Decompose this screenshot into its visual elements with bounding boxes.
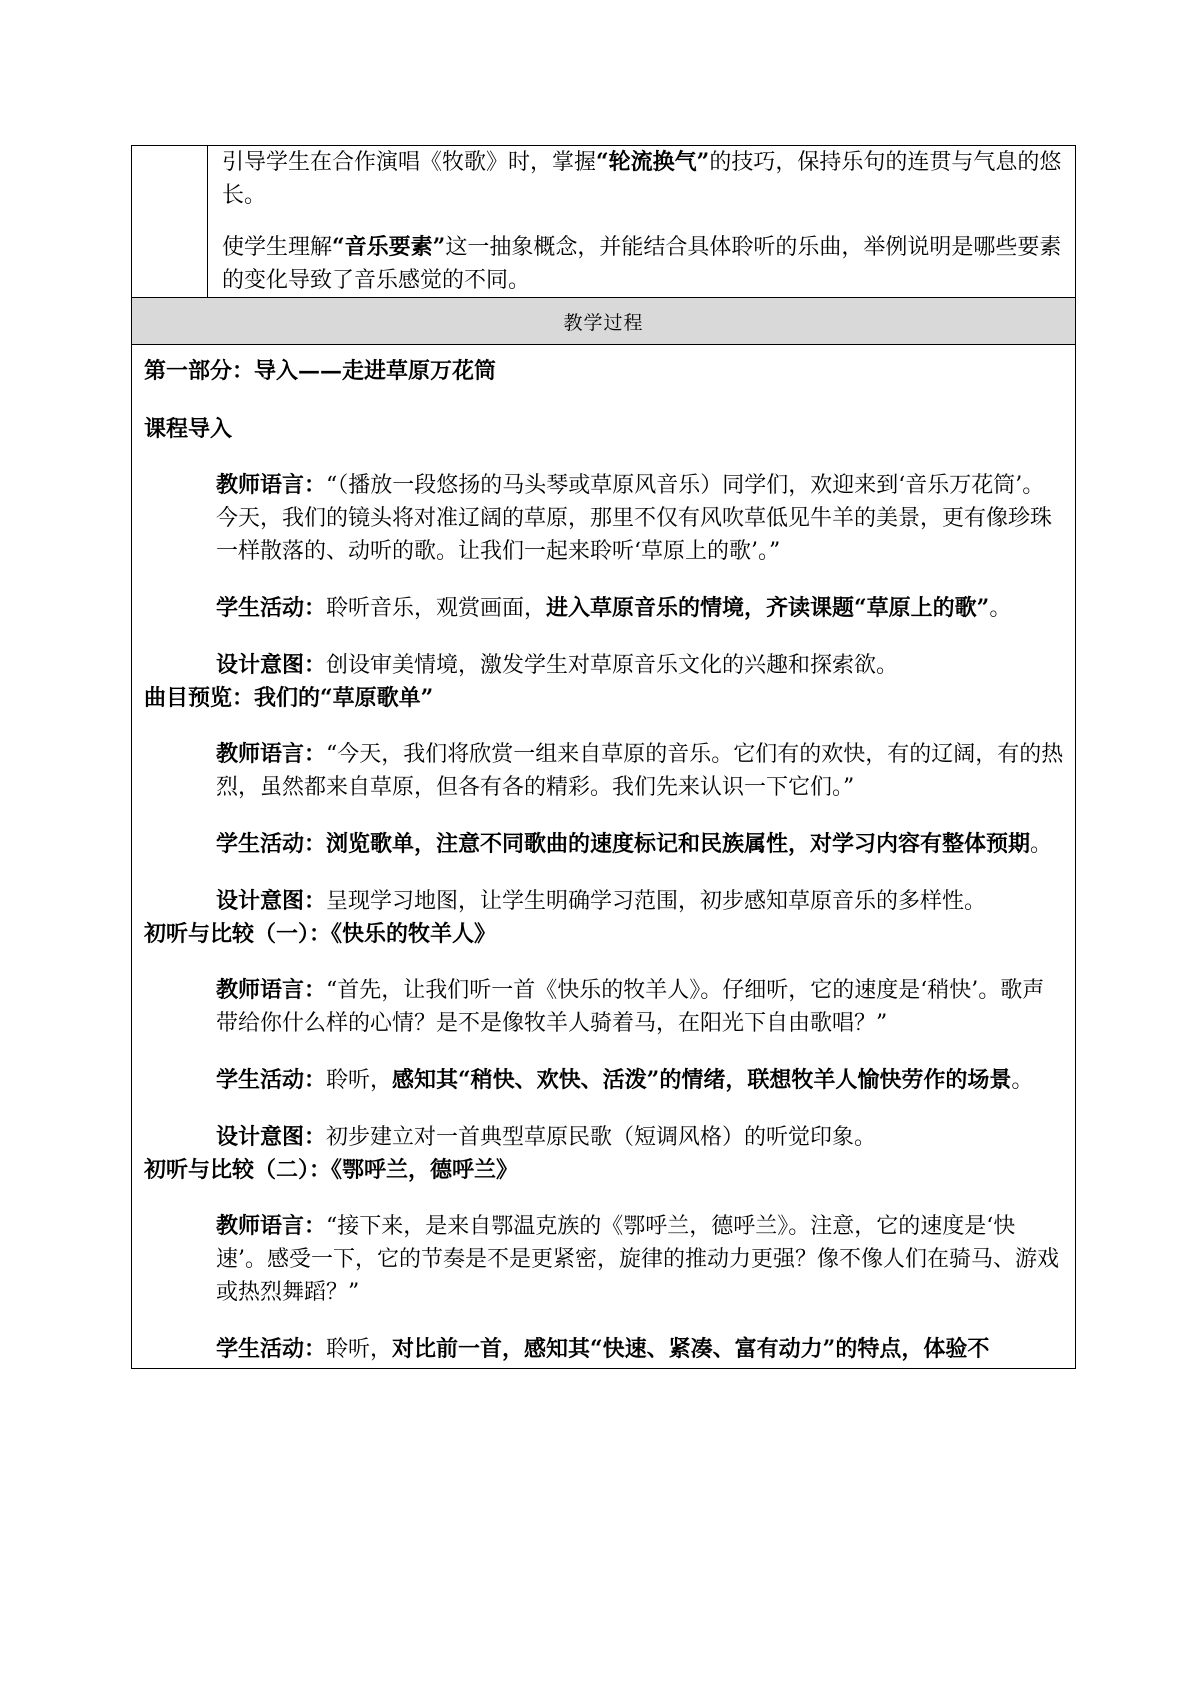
text-run: 初步建立对一首典型草原民歌（短调风格）的听觉印象。 xyxy=(326,1125,877,1150)
objective-1 xyxy=(222,146,1065,212)
para-body xyxy=(326,596,1011,621)
text-run: 呈现学习地图，让学生明确学习范围，初步感知草原音乐的多样性。 xyxy=(326,889,987,914)
text-run: 引导学生在合作演唱《牧歌》时，掌握 xyxy=(222,150,597,175)
text-run: 聆听， xyxy=(326,1337,393,1362)
para-label: 学生活动： xyxy=(216,1336,327,1362)
para-label: 设计意图： xyxy=(216,888,327,914)
para-body xyxy=(326,1068,1033,1093)
process-content-row xyxy=(132,345,1076,1369)
para-body xyxy=(216,742,1063,800)
bold-text-run: 对比前一首，感知其“快速、紧凑、富有动力”的特点，体验不 xyxy=(392,1336,990,1362)
teacher-speech xyxy=(216,974,1065,1040)
para-label: 学生活动： xyxy=(216,1067,327,1093)
section-heading: 初听与比较（二）：《鄂呼兰，德呼兰》 xyxy=(144,1157,519,1183)
section-song-preview xyxy=(144,682,1065,918)
text-run: 聆听音乐，观赏画面， xyxy=(326,596,547,621)
text-run: 使学生理解 xyxy=(222,235,333,260)
student-activity xyxy=(216,828,1065,861)
bold-text-run: 进入草原音乐的情境，齐读课题“草原上的歌” xyxy=(546,595,990,621)
teacher-speech xyxy=(216,469,1065,568)
student-activity xyxy=(216,1064,1065,1097)
para-body xyxy=(326,832,1052,857)
para-label: 学生活动： xyxy=(216,595,327,621)
text-run: 的技巧，保持乐句的连贯与气息的悠长。 xyxy=(222,150,1062,208)
text-run: “今天，我们将欣赏一组来自草原的音乐。它们有的欢快，有的辽阔，有的热烈，虽然都来自草原，但各有各的精彩。我们先来认识一下它们。” xyxy=(216,742,1064,800)
text-run: “接下来，是来自鄂温克族的《鄂呼兰，德呼兰》。注意，它的速度是‘快速’。感受一下，它的节奏是不是更紧密，旋律的推动力更强？像不像人们在骑马、游戏或热烈舞蹈？” xyxy=(216,1214,1059,1305)
para-label: 教师语言： xyxy=(216,977,327,1003)
bold-text-run: “轮流换气” xyxy=(596,149,710,175)
student-activity xyxy=(216,1333,1065,1366)
section-course-intro xyxy=(144,413,1065,682)
text-run: 创设审美情境，激发学生对草原音乐文化的兴趣和探索欲。 xyxy=(326,653,899,678)
design-intent xyxy=(216,1121,1065,1154)
text-run: “（播放一段悠扬的马头琴或草原风音乐）同学们，欢迎来到‘音乐万花筒’。今天，我们的镜头将对准辽阔的草原，那里不仅有风吹草低见牛羊的美景，更有像珍珠一样散落的、动听的歌。让我们一起来聆听‘草原上的歌’。” xyxy=(216,473,1053,564)
lesson-plan-table xyxy=(131,145,1076,1369)
section-listen-compare-2 xyxy=(144,1154,1065,1366)
para-body xyxy=(326,1125,876,1150)
bold-text-run: 浏览歌单，注意不同歌曲的速度标记和民族属性，对学习内容有整体预期 xyxy=(326,831,1031,857)
objectives-label-cell xyxy=(132,146,208,298)
section-heading: 曲目预览：我们的“草原歌单” xyxy=(144,685,434,711)
text-run: 。 xyxy=(1030,832,1053,857)
text-run: 聆听， xyxy=(326,1068,393,1093)
section-heading: 初听与比较（一）：《快乐的牧羊人》 xyxy=(144,921,497,947)
text-run: “首先，让我们听一首《快乐的牧羊人》。仔细听，它的速度是‘稍快’。歌声带给你什么样的心情？是不是像牧羊人骑着马，在阳光下自由歌唱？” xyxy=(216,978,1045,1036)
para-label: 设计意图： xyxy=(216,652,327,678)
design-intent xyxy=(216,885,1065,918)
para-body xyxy=(216,473,1052,564)
section-heading: 课程导入 xyxy=(144,416,233,442)
para-body xyxy=(216,978,1044,1036)
teacher-speech xyxy=(216,738,1065,804)
objective-2 xyxy=(222,231,1065,297)
text-run: 。 xyxy=(989,596,1012,621)
bold-text-run: 感知其“稍快、欢快、活泼”的情绪，联想牧羊人愉快劳作的场景 xyxy=(392,1067,1012,1093)
process-header: 教学过程 xyxy=(132,298,1076,345)
para-label: 设计意图： xyxy=(216,1124,327,1150)
design-intent xyxy=(216,649,1065,682)
para-label: 教师语言： xyxy=(216,472,327,498)
para-label: 教师语言： xyxy=(216,741,327,767)
para-body xyxy=(216,1214,1059,1305)
bold-text-run: “音乐要素” xyxy=(332,234,446,260)
teacher-speech xyxy=(216,1210,1065,1309)
para-label: 学生活动： xyxy=(216,831,327,857)
objectives-row xyxy=(132,146,1076,298)
part-title: 第一部分：导入——走进草原万花筒 xyxy=(144,358,497,384)
text-run: 。 xyxy=(1011,1068,1034,1093)
para-body xyxy=(326,889,986,914)
para-label: 教师语言： xyxy=(216,1213,327,1239)
objectives-cell xyxy=(208,146,1076,298)
para-body xyxy=(326,653,898,678)
para-body xyxy=(326,1337,989,1362)
process-header-row xyxy=(132,298,1076,345)
student-activity xyxy=(216,592,1065,625)
process-content xyxy=(132,345,1076,1369)
section-listen-compare-1 xyxy=(144,918,1065,1154)
text-run: 这一抽象概念，并能结合具体聆听的乐曲，举例说明是哪些要素的变化导致了音乐感觉的不同。 xyxy=(222,235,1062,293)
